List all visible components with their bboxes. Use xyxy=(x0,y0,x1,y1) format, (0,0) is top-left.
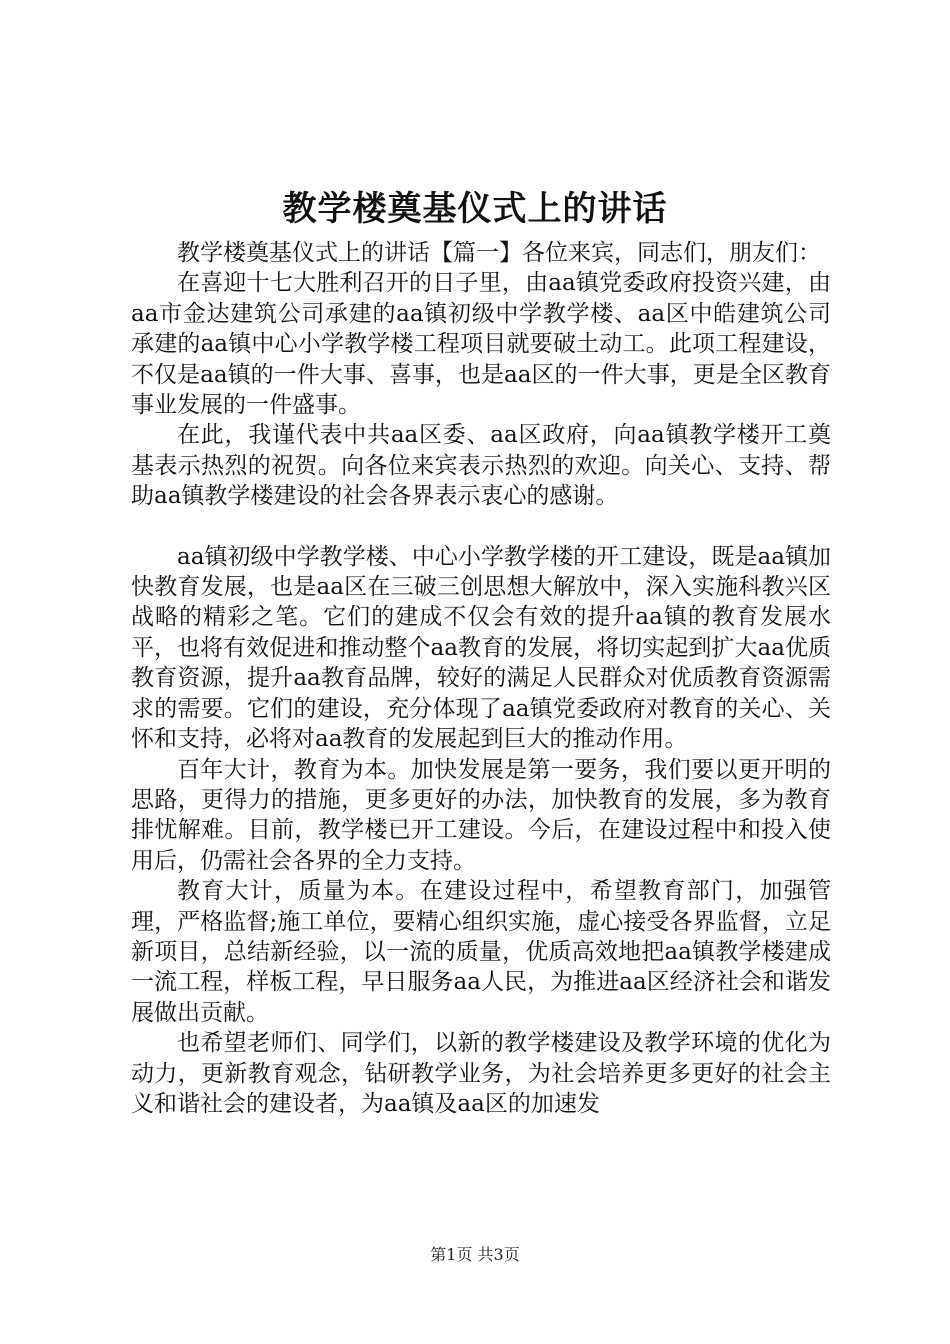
paragraph-greeting: 教学楼奠基仪式上的讲话【篇一】各位来宾，同志们，朋友们： xyxy=(177,240,821,266)
document-body xyxy=(131,238,831,1119)
document-title: 教学楼奠基仪式上的讲话 xyxy=(282,189,668,229)
paragraph-significance: aa镇初级中学教学楼、中心小学教学楼的开工建设，既是aa镇加快教育发展，也是aa区在三破三创思想大解放中，深入实施科教兴区战略的精彩之笔。它们的建成不仅会有效的提升aa镇的教育发展水平，也将有效促进和推动整个aa教育的发展，将切实起到扩大aa优质教育资源，提升aa教育品牌，较好的满足人民群众对优质教育资源需求的需要。它们的建设，充分体现了aa镇党委政府对教育的关心、关怀和支持，必将对aa教育的发展起到巨大的推动作用。 xyxy=(131,543,831,753)
page-number-footer: 第1页 共3页 xyxy=(430,1245,520,1264)
paragraph-teachers-students: 也希望老师们、同学们，以新的教学楼建设及教学环境的优化为动力，更新教育观念，钻研教学业务，为社会培养更多更好的社会主义和谐社会的建设者，为aa镇及aa区的加速发 xyxy=(131,1030,831,1117)
paragraph-quality: 教育大计，质量为本。在建设过程中，希望教育部门，加强管理，严格监督;施工单位，要精心组织实施，虚心接受各界监督，立足新项目，总结新经验，以一流的质量，优质高效地把aa镇教学楼建成一流工程，样板工程，早日服务aa人民，为推进aa区经济社会和谐发展做出贡献。 xyxy=(131,878,831,1026)
paragraph-education-foundation: 百年大计，教育为本。加快发展是第一要务，我们要以更开明的思路，更得力的措施，更多更好的办法，加快教育的发展，多为教育排忧解难。目前，教学楼已开工建设。今后，在建设过程中和投入使用后，仍需社会各界的全力支持。 xyxy=(131,756,831,874)
paragraph-congratulations: 在此，我谨代表中共aa区委、aa区政府，向aa镇教学楼开工奠基表示热烈的祝贺。向各位来宾表示热烈的欢迎。向关心、支持、帮助aa镇教学楼建设的社会各界表示衷心的感谢。 xyxy=(131,422,831,510)
paragraph-project-intro: 在喜迎十七大胜利召开的日子里，由aa镇党委政府投资兴建，由aa市金达建筑公司承建的aa镇初级中学教学楼、aa区中皓建筑公司承建的aa镇中心小学教学楼工程项目就要破土动工。此项工程建设，不仅是aa镇的一件大事、喜事，也是aa区的一件大事，更是全区教育事业发展的一件盛事。 xyxy=(131,270,831,419)
